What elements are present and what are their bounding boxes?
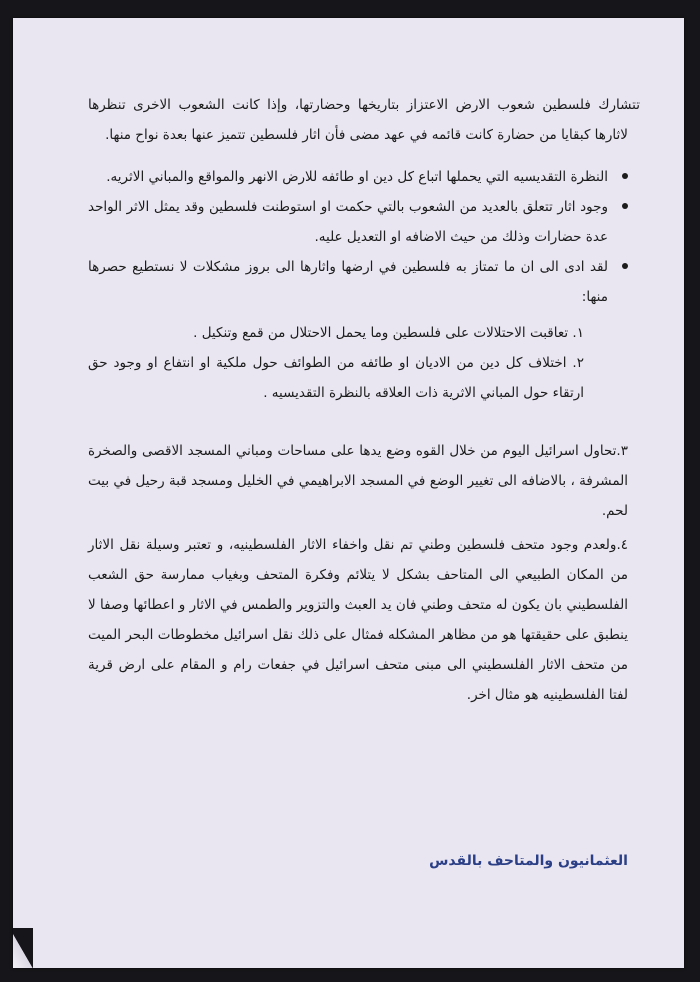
bullet-text: النظرة التقديسيه التي يحملها اتباع كل دين او طائفه للارض الانهر والمواقع والمباني الاثريه. (106, 169, 608, 185)
folded-corner (13, 928, 33, 968)
document-body (88, 90, 640, 710)
bullet-text: لقد ادى الى ان ما تمتاز به فلسطين في ارضها واثارها الى بروز مشكلات لا نستطيع حصرها منها: (88, 259, 608, 305)
bullet-text: وجود اثار تتعلق بالعديد من الشعوب بالتي حكمت او استوطنت فلسطين وقد يمثل الاثر الواحد عدة حضارات وذلك من حيث الاضافه او التعديل عليه. (88, 199, 608, 245)
bullet-list (88, 162, 628, 312)
point-4-paragraph: ٤.ولعدم وجود متحف فلسطين وطني تم نقل واخفاء الاثار الفلسطينيه، و تعتبر وسيلة نقل الاثار من المكان الطبيعي الى المتاحف بشكل لا يتلائم وفكرة المتحف وبغياب ممارسة حق الشعب الفلسطيني بان يكون له متحف وطني فان يد العبث والتزوير والطمس في الاثار و اعطائها وصفا لا ينطبق على حقيقتها هو من مظاهر المشكله فمثال على ذلك نقل اسرائيل مخطوطات البحر الميت من متحف الاثار الفلسطيني الى مبنى متحف اسرائيل في جفعات رام و المقام على ارض قرية لفتا الفلسطينيه هو مثال اخر. (88, 537, 628, 703)
point-3-paragraph: ٣.تحاول اسرائيل اليوم من خلال القوه وضع يدها على مساحات ومباني المسجد الاقصى والصخرة المشرفة ، بالاضافه الى تغيير الوضع في المسجد الابراهيمي في الخليل ومسجد قبة رحيل في بيت لحم. (88, 443, 628, 519)
bullet-icon (622, 173, 628, 179)
bullet-item (88, 192, 608, 252)
bullet-icon (622, 263, 628, 269)
sub-item: ٢. اختلاف كل دين من الاديان او طائفه من الطوائف حول ملكية او انتفاع او وجود حق ارتقاء حول المباني الاثرية ذات العلاقه بالنظرة التقديسيه . (88, 355, 584, 401)
sub-item: ١. تعاقبت الاحتلالات على فلسطين وما يحمل الاحتلال من قمع وتنكيل . (193, 325, 584, 341)
section-point-3 (88, 436, 628, 526)
numbered-sublist (88, 318, 628, 408)
bullet-item (88, 252, 608, 312)
footer-title: العثمانيون والمتاحف بالقدس (429, 853, 628, 869)
section-point-4 (88, 530, 628, 710)
bullet-item (88, 162, 608, 192)
intro-paragraph: تتشارك فلسطين شعوب الارض الاعتزاز بتاريخها وحضارتها، وإذا كانت الشعوب الاخرى تنظرها لاثارها كبقايا من حضارة كانت قائمه في عهد مضى فأن اثار فلسطين تتميز عنها بعدة نواح منها. (88, 97, 640, 143)
bullet-icon (622, 203, 628, 209)
